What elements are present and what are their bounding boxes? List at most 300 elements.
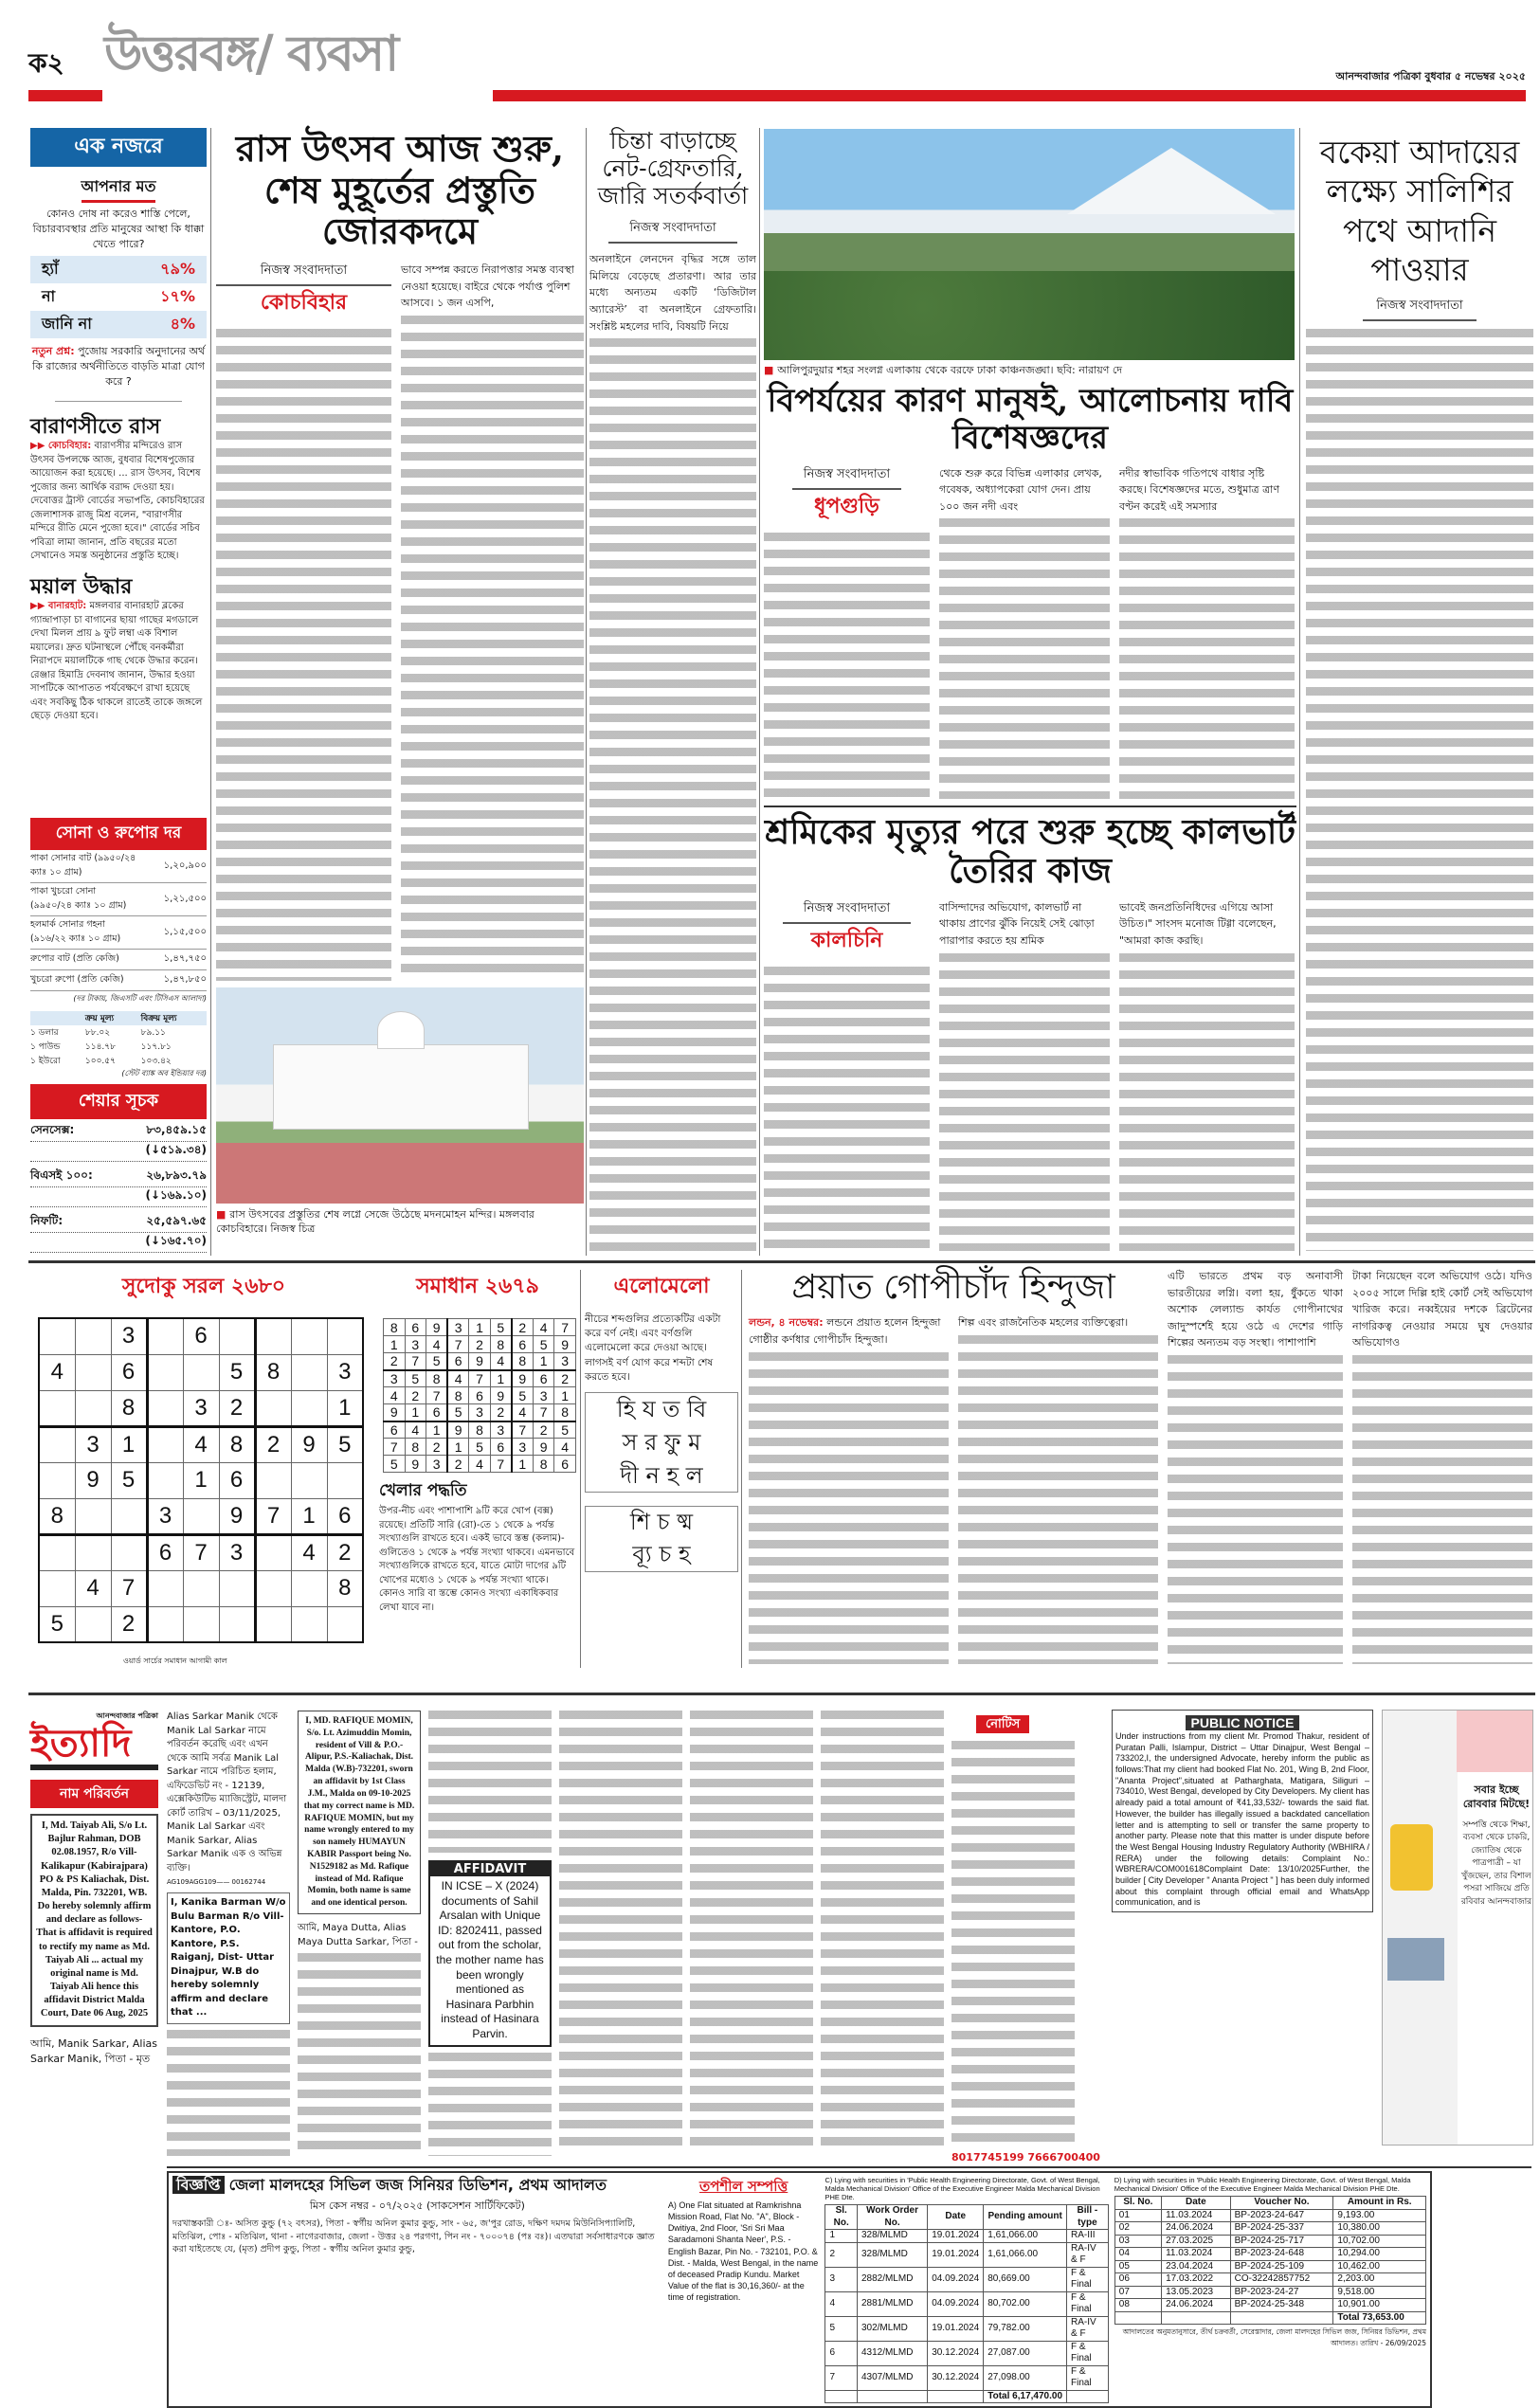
solution-cell: 2 — [447, 1456, 469, 1473]
sudoku-cell[interactable] — [219, 1570, 255, 1606]
sudoku-cell[interactable]: 8 — [39, 1498, 75, 1534]
table-cell: 04.09.2024 — [928, 2291, 984, 2316]
hinduja-article — [749, 1268, 1532, 1664]
brief-text: ▶▶ বানারহাট: মঙ্গলবার বানারহাট ব্লকের গ্যান্দ্রাপাড়া চা বাগানের ছায়া গাছের মগডালে দেখা মিলল প্রায় ৯ ফুট লম্বা এক বিশাল ময়ালের। দ্রুত ঘটনাস্থলে পৌঁছে বনকর্মীরা নিরাপদে ময়ালটিকে গাছ থেকে উদ্ধার করেন। রেঞ্জার হিমাদ্রি দেবনাথ জানান, উদ্ধার হওয়া সাপটিকে আপাতত পর্যবেক্ষণে রাখা হয়েছে এবং সবকিছু ঠিক থাকলে রাতেই তাকে জঙ্গলে ছেড়ে দেওয়া হবে। — [30, 601, 203, 722]
sudoku-cell[interactable] — [75, 1318, 111, 1354]
rate-label: পাকা খুচরো সোনা (৯৯৫০/২৪ ক্যাঃ ১০ গ্রাম) — [30, 886, 127, 911]
sudoku-cell[interactable]: 1 — [111, 1426, 147, 1462]
sudoku-cell[interactable]: 1 — [291, 1498, 327, 1534]
table-cell: 27.03.2025 — [1162, 2235, 1231, 2248]
sudoku-cell[interactable] — [147, 1390, 183, 1426]
page-number: ক২ — [28, 47, 64, 79]
table-cell: BP-2023-24-648 — [1230, 2248, 1333, 2261]
table-cell: 04.09.2024 — [928, 2267, 984, 2291]
table-row — [825, 2365, 1108, 2390]
solution-cell: 7 — [405, 1353, 426, 1370]
voucher-table — [1114, 2196, 1426, 2325]
sudoku-cell[interactable] — [291, 1318, 327, 1354]
table-cell: 6 — [825, 2341, 858, 2365]
sudoku-cell[interactable] — [183, 1570, 219, 1606]
solution-cell: 8 — [447, 1387, 469, 1404]
share-index — [30, 1119, 207, 1256]
work-order-table — [824, 2204, 1108, 2403]
classified-ad: আমি, Maya Dutta, Alias Maya Dutta Sarkar, পিতা - — [298, 1923, 418, 1947]
culvert-lead-2: ভাবেই জনপ্রতিনিধিদের এগিয়ে আসা উচিত।" সাংসদ মনোজ টিগ্গা বলেছেন, "আমরা কাজ করছি। — [1119, 900, 1277, 947]
solution-cell: 1 — [405, 1404, 426, 1421]
sudoku-cell[interactable]: 3 — [327, 1354, 363, 1390]
sudoku-cell[interactable] — [39, 1462, 75, 1498]
solution-cell: 3 — [490, 1421, 512, 1439]
ityadi-logo: আনন্দবাজার পত্রিকা ইত্যাদি — [30, 1711, 158, 1770]
sudoku-footer: ওয়ার্ড সার্চের সমাধান আগামী কাল — [123, 1657, 227, 1665]
sudoku-cell[interactable] — [183, 1354, 219, 1390]
disaster-lead-2: নদীর স্বাভাবিক গতিপথে বাধার সৃষ্টি করছে। বিশেষজ্ঞদের মতে, শুধুমাত্র ত্রাণ বণ্টন করেই এই সমস্যার — [1119, 466, 1280, 513]
share-line — [30, 1213, 207, 1233]
table-cell: 2882/MLMD — [857, 2267, 927, 2291]
rules-text: উপর-নীচ এবং পাশাপাশি ৯টি করে খোপ (বক্স) রয়েছে। প্রতিটি সারি (রো)-তে ১ থেকে ৯ পর্যন্ত সংখ্যাগুলি রাখতে হবে। একই ভাবে স্তম্ভ (কলাম)-গুলিতেও ১ থেকে ৯ পর্যন্ত সংখ্যা থাকবে। এমনভাবে সংখ্যাগুলিকে রাখতে হবে, যাতে মোটা দাগের ৯টি খোপের মধ্যেও ১ থেকে ৯ পর্যন্ত সংখ্যা থাকে। কোনও সারি বা স্তম্ভে কোনও সংখ্যা একাধিকবার লেখা যাবে না। — [379, 1506, 575, 1613]
table-total: Total 73,653.00 — [1333, 2311, 1426, 2325]
table-cell: 302/MLMD — [857, 2316, 927, 2341]
share-line — [30, 1168, 207, 1187]
table-cell: 24.06.2024 — [1162, 2222, 1231, 2236]
table-cell: 79,782.00 — [984, 2316, 1067, 2341]
solution-cell: 7 — [554, 1319, 576, 1336]
rules-title: খেলার পদ্ধতি — [379, 1481, 467, 1500]
sudoku-cell[interactable]: 6 — [111, 1354, 147, 1390]
table-row — [1114, 2235, 1425, 2248]
solution-cell: 9 — [384, 1404, 406, 1421]
share-label: সেনসেক্স: — [30, 1123, 75, 1136]
solution-cell: 1 — [469, 1319, 491, 1336]
sudoku-cell[interactable]: 6 — [219, 1462, 255, 1498]
table-cell — [1114, 2311, 1161, 2325]
solution-cell: 9 — [405, 1456, 426, 1473]
sudoku-cell[interactable]: 7 — [111, 1570, 147, 1606]
table-cell: 1,61,066.00 — [984, 2242, 1067, 2267]
solution-cell: 3 — [426, 1456, 448, 1473]
gold-note: (দর টাকায়, জিএসটি এবং টিসিএস আলাদা) — [73, 994, 207, 1003]
poll-value: ১৭% — [160, 286, 195, 305]
solution-cell: 4 — [405, 1421, 426, 1439]
sudoku-cell[interactable] — [291, 1570, 327, 1606]
table-cell: 9,193.00 — [1333, 2209, 1426, 2222]
table-cell: 23.04.2024 — [1162, 2260, 1231, 2273]
table-row — [1114, 2209, 1425, 2222]
table-cell: 328/MLMD — [857, 2230, 927, 2243]
sudoku-cell[interactable] — [183, 1606, 219, 1642]
gold-rates — [30, 850, 207, 991]
solution-cell: 7 — [533, 1404, 554, 1421]
hinduja-col3: এটি ভারতে প্রথম বড় অনাবাসী ভারতীয়ের লগ্নি। বলা হয়, ধুঁকতে থাকা অশোক লেল্যান্ড কার্যত গোপীনাথের জাদুস্পর্শেই হয়ে ওঠে এ দেশের গাড়ি শিল্পের অন্যতম বড় সংস্থা। পাশাপাশি — [1168, 1270, 1343, 1349]
jumbled-words-box-2 — [585, 1506, 738, 1571]
sudoku-cell[interactable] — [147, 1426, 183, 1462]
table2-intro: D) Lying with securities in 'Public Health Engineering Directorate, Govt. of West Bengal, Malda Mechanical Division' Office of the Executive Engineer Malda Mechanical Division PHE Dte. — [1114, 2176, 1411, 2193]
sudoku-cell[interactable] — [111, 1498, 147, 1534]
table-header-row — [825, 2205, 1108, 2230]
solution-cell: 7 — [512, 1421, 534, 1439]
poll-results — [30, 256, 207, 338]
table-cell: BP-2024-25-109 — [1230, 2260, 1333, 2273]
court-body: দরখাস্তকারী ঃ- অসিত কুন্ডু (৭২ বৎসর), পিতা - স্বর্গীয় অনিল কুমার কুন্ডু, সাং - ৬৫, জ'পুর রোড, দক্ষিণ দমদম মিউনিসিপ্যালিটি, মতিঝিল, পোঃ - মতিঝিল, থানা - নাগেরবাজার, জেলা - উত্তর ২৪ পরগণা, পিন নং - ৭০০০৭৪ (পঃ বঃ)। এতদ্বারা সর্বসাধারণকে জ্ঞাত করা যাইতেছে যে, (মৃত) প্রদীপ কুন্ডু, পিতা - স্বর্গীয় অনিল কুমার কুন্ডু, — [172, 2218, 655, 2255]
solution-cell: 8 — [490, 1336, 512, 1353]
fx-cell: ১ পাউন্ড — [30, 1042, 61, 1052]
sudoku-cell[interactable]: 6 — [147, 1534, 183, 1570]
table-cell: 19.01.2024 — [928, 2230, 984, 2243]
sudoku-row — [39, 1570, 363, 1606]
table-cell: 19.01.2024 — [928, 2242, 984, 2267]
promo-title: সবার ইচ্ছে রোববার মিটছে! — [1462, 1783, 1531, 1811]
sudoku-cell[interactable] — [291, 1390, 327, 1426]
solution-cell: 9 — [490, 1387, 512, 1404]
rate-value: ১,১৫,৫০০ — [163, 926, 207, 937]
sudoku-row — [39, 1462, 363, 1498]
poll-row — [30, 311, 207, 338]
solution-cell: 4 — [469, 1456, 491, 1473]
table-cell: 02 — [1114, 2222, 1161, 2236]
sudoku-cell[interactable]: 3 — [219, 1534, 255, 1570]
sudoku-cell[interactable]: 3 — [183, 1390, 219, 1426]
contact-phones: 8017745199 7666700400 — [951, 2151, 1100, 2164]
share-change: (↓১৬৯.১০) — [30, 1187, 207, 1207]
table-cell: 07 — [1114, 2286, 1161, 2299]
sudoku-cell[interactable]: 9 — [291, 1426, 327, 1462]
solution-cell: 8 — [554, 1404, 576, 1421]
solution-row — [384, 1456, 576, 1473]
sudoku-cell[interactable] — [147, 1318, 183, 1354]
share-row — [30, 1210, 207, 1256]
rate-label: রুপোর বাট (প্রতি কেজি) — [30, 953, 119, 964]
table-cell: 4312/MLMD — [857, 2341, 927, 2365]
sudoku-cell[interactable] — [219, 1318, 255, 1354]
solution-cell: 2 — [533, 1421, 554, 1439]
solution-cell: 2 — [490, 1404, 512, 1421]
new-question: নতুন প্রশ্ন: পুজোয় সরকারি অনুদানের অর্থ কি রাজ্যের অর্থনীতিতে বাড়তি মাত্রা যোগ করে ? — [31, 344, 206, 388]
disaster-headline: বিপর্যয়ের কারণ মানুষই, আলোচনায় দাবি বিশেষজ্ঞদের — [767, 382, 1294, 458]
rate-label: পাকা সোনার বাট (৯৯৫০/২৪ ক্যাঃ ১০ গ্রাম) — [30, 853, 136, 878]
sudoku-cell[interactable] — [291, 1606, 327, 1642]
solution-cell: 2 — [469, 1336, 491, 1353]
sudoku-cell[interactable]: 6 — [183, 1318, 219, 1354]
byline: নিজস্ব সংবাদদাতা — [783, 899, 911, 924]
sudoku-cell[interactable] — [39, 1570, 75, 1606]
hinduja-lead: লন্ডন, ৪ নভেম্বর: লন্ডনে প্রয়াত হলেন হিন্দুজা গোষ্ঠীর কর্ণধার গোপীচাঁদ হিন্দুজা। — [749, 1316, 941, 1346]
sudoku-cell[interactable] — [147, 1570, 183, 1606]
table-cell: BP-2024-25-337 — [1230, 2222, 1333, 2236]
classified-column-notice — [951, 1711, 1100, 2164]
solution-cell: 9 — [469, 1353, 491, 1370]
table-cell: 2 — [825, 2242, 858, 2267]
jumbled-words-box — [585, 1392, 738, 1493]
table-cell: 9,518.00 — [1333, 2286, 1426, 2299]
solution-cell: 5 — [512, 1387, 534, 1404]
table-header: Date — [928, 2205, 984, 2230]
solution-cell: 9 — [426, 1319, 448, 1336]
table-row — [825, 2230, 1108, 2243]
at-a-glance-title: এক নজরে — [30, 128, 207, 167]
rate-value: ১,২১,৫০০ — [163, 893, 207, 904]
solution-row — [384, 1404, 576, 1421]
sudoku-cell[interactable]: 4 — [291, 1534, 327, 1570]
table-header: Sl. No. — [825, 2205, 858, 2230]
table-header: Sl. No. — [1114, 2197, 1161, 2210]
sudoku-cell[interactable] — [291, 1462, 327, 1498]
culvert-headline: শ্রমিকের মৃত্যুর পরে শুরু হচ্ছে কালভার্ট তৈরির কাজ — [765, 812, 1295, 892]
public-notice: PUBLIC NOTICE Under instructions from my client Mr. Promod Thakur, resident of Puratan Palli, Islampur, District – Uttar Dinajpur, West Bengal – 733202,I, the undersigned Advocate, hereby inform the public as follows:That my client had booked Flat No. 201, Wing B, 2nd Floor, "Ananta Project",situated at Patharghata, Matigara, Siliguri – 734010, West Bengal, developed by City Developers. My client has already paid a total amount of ₹41,33,532/- towards the said flat. However, the builder has illegally issued a backdated cancellation letter and is attempting to sell or transfer the same property to another party. Please note that this matter is under dispute before the West Bengal Housing Industry Regulatory Authority (WBHIRA / RERA) under the following details: Complaint No.: WBRERA/COM001618Complaint Date: 13/10/2025Further, the builder [ City Developer " Ananta Project " ] has been duly informed about this complaint through official email and WhatsApp communication, and is — [1112, 1710, 1373, 1912]
sudoku-cell[interactable] — [291, 1354, 327, 1390]
table-cell — [1162, 2311, 1231, 2325]
table-header-row — [1114, 2197, 1425, 2210]
fx-cell: ৮৮.০২ — [84, 1028, 111, 1038]
solution-cell: 5 — [554, 1421, 576, 1439]
solution-cell: 1 — [490, 1370, 512, 1387]
classified-column-2 — [167, 1711, 290, 2156]
sudoku-cell[interactable] — [255, 1570, 291, 1606]
solution-cell: 8 — [533, 1456, 554, 1473]
sudoku-cell[interactable]: 9 — [219, 1498, 255, 1534]
table-cell: 30.12.2024 — [928, 2341, 984, 2365]
solution-cell: 6 — [490, 1439, 512, 1456]
table-cell — [1230, 2311, 1333, 2325]
table-cell: BP-2024-25-348 — [1230, 2299, 1333, 2312]
table-header: Voucher No. — [1230, 2197, 1333, 2210]
solution-cell: 5 — [447, 1404, 469, 1421]
share-row — [30, 1165, 207, 1210]
sudoku-cell[interactable] — [39, 1318, 75, 1354]
solution-cell: 8 — [512, 1353, 534, 1370]
sudoku-cell[interactable]: 6 — [327, 1498, 363, 1534]
sudoku-cell[interactable] — [255, 1606, 291, 1642]
sudoku-cell[interactable] — [219, 1606, 255, 1642]
sudoku-cell[interactable] — [75, 1606, 111, 1642]
sudoku-cell[interactable] — [39, 1390, 75, 1426]
sudoku-cell[interactable]: 5 — [39, 1606, 75, 1642]
fx-cell: ১০৩.৪২ — [140, 1057, 172, 1066]
table-cell: 08 — [1114, 2299, 1161, 2312]
solution-cell: 8 — [426, 1370, 448, 1387]
court-footer: আদালতের অনুমতানুসারে, তীর্থ চক্রবর্তী, সেরেস্তাদার, জেলা মালদহের সিভিল জজ, সিনিয়র ডিভিশন, প্রথম আদালত। তারিখ - 26/09/2025 — [1122, 2327, 1427, 2347]
sudoku-cell[interactable]: 8 — [327, 1570, 363, 1606]
sudoku-cell[interactable] — [147, 1354, 183, 1390]
sudoku-cell[interactable]: 8 — [255, 1354, 291, 1390]
gold-rate-row — [30, 850, 207, 883]
solution-cell: 5 — [469, 1439, 491, 1456]
solution-cell: 3 — [533, 1387, 554, 1404]
table-header: Work Order No. — [857, 2205, 927, 2230]
sudoku-cell[interactable] — [327, 1606, 363, 1642]
classified-column-3 — [298, 1711, 421, 2156]
fx-cell: ১০০.৫৭ — [84, 1057, 116, 1066]
table-cell: F & Final — [1067, 2267, 1109, 2291]
table-cell: 328/MLMD — [857, 2242, 927, 2267]
sudoku-cell[interactable]: 4 — [75, 1570, 111, 1606]
sudoku-cell[interactable] — [255, 1390, 291, 1426]
place-name: ধূপগুড়ি — [814, 494, 879, 518]
disaster-byline-block — [792, 465, 901, 525]
solution-cell: 2 — [512, 1319, 534, 1336]
table-cell: 19.01.2024 — [928, 2316, 984, 2341]
sudoku-cell[interactable] — [327, 1318, 363, 1354]
poll-question: কোনও দোষ না করেও শাস্তি পেলে, বিচারব্যবস্থার প্রতি মানুষের আস্থা কি ধাক্কা খেতে পারে? — [32, 208, 205, 250]
solution-cell: 7 — [469, 1370, 491, 1387]
table-cell: F & Final — [1067, 2291, 1109, 2316]
table-cell: 1,61,066.00 — [984, 2230, 1067, 2243]
schedule-title: তপশীল সম্পত্তি — [698, 2178, 788, 2195]
poll-row — [30, 256, 207, 283]
table-row — [825, 2291, 1108, 2316]
table-cell: F & Final — [1067, 2365, 1109, 2390]
place-name: কালচিনি — [810, 928, 883, 952]
sudoku-row — [39, 1318, 363, 1354]
sudoku-cell[interactable]: 3 — [147, 1498, 183, 1534]
solution-row — [384, 1387, 576, 1404]
solution-row — [384, 1439, 576, 1456]
jumbled-word: ব্যূ চ হ — [632, 1541, 691, 1568]
sudoku-cell[interactable]: 4 — [183, 1426, 219, 1462]
solution-cell: 1 — [533, 1353, 554, 1370]
sudoku-cell[interactable]: 5 — [111, 1462, 147, 1498]
table-cell: 1 — [825, 2230, 858, 2243]
sudoku-cell[interactable] — [147, 1462, 183, 1498]
sudoku-grid[interactable] — [38, 1317, 364, 1643]
table-row — [1114, 2286, 1425, 2299]
sudoku-cell[interactable] — [111, 1534, 147, 1570]
header-rule-left — [28, 90, 102, 101]
hinduja-col4: টাকা নিয়েছেন বলে অভিযোগ ওঠে। যদিও ২০০৫ সালে দিল্লি হাই কোর্ট সেই অভিযোগ খারিজ করে। নব্বইয়ের দশকে ব্রিটেনের নাগরিকত্ব নেওয়ার সময়ে ঘুষ দেওয়ার অভিযোগও — [1352, 1270, 1532, 1349]
sudoku-cell[interactable]: 2 — [327, 1534, 363, 1570]
sudoku-cell[interactable] — [75, 1534, 111, 1570]
culvert-byline-block — [783, 899, 911, 959]
table-cell — [928, 2390, 984, 2403]
notice-label: নোটিস — [976, 1715, 1029, 1733]
share-row — [30, 1119, 207, 1165]
sudoku-cell[interactable]: 8 — [111, 1390, 147, 1426]
solution-cell: 7 — [384, 1439, 406, 1456]
share-line — [30, 1122, 207, 1142]
table-cell: 80,669.00 — [984, 2267, 1067, 2291]
solution-cell: 3 — [405, 1336, 426, 1353]
sudoku-cell[interactable] — [255, 1318, 291, 1354]
poll-value: ৪% — [170, 314, 195, 333]
byline: নিজস্ব সংবাদদাতা — [792, 465, 901, 490]
table-cell: CO-32242857752 — [1230, 2273, 1333, 2287]
solution-cell: 9 — [512, 1370, 534, 1387]
table-cell: 27,087.00 — [984, 2341, 1067, 2365]
sudoku-cell[interactable]: 7 — [255, 1498, 291, 1534]
table-row — [825, 2267, 1108, 2291]
solution-cell: 3 — [512, 1439, 534, 1456]
solution-cell: 2 — [384, 1353, 406, 1370]
adani-headline: বকেয়া আদায়ের লক্ষ্যে সালিশির পথে আদানি পাওয়ার — [1319, 134, 1520, 288]
solution-cell: 3 — [447, 1319, 469, 1336]
brief-text: ▶▶ কোচবিহার: বারাণসীর মন্দিরেও রাস উৎসব উপলক্ষে আজ, বুধবার বিশেষপুজোর আয়োজন করা হয়েছে। ... রাস উৎসব, বিশেষ পুজোর জন্য আর্থিক বরাদ্দ দেওয়া হয়। দেবোত্তর ট্রাস্ট বোর্ডের সভাপতি, কোচবিহারের জেলাশাসক রাজু মিশ্র বলেন, "বারাণসীর মন্দিরে রীতি মেনে পুজো হবে।" বোর্ডের সচিব পবিত্রা লামা জানান, প্রতি বছরের মতো সেখানেও সমস্ত অনুষ্ঠানের প্রস্তুতি হচ্ছে। — [30, 441, 205, 562]
net-arrest-headline: চিন্তা বাড়াচ্ছে নেট-গ্রেফতারি, জারি সতর্কবার্তা — [597, 127, 749, 209]
solution-cell: 2 — [426, 1439, 448, 1456]
sudoku-cell[interactable] — [147, 1606, 183, 1642]
sudoku-cell[interactable]: 5 — [219, 1354, 255, 1390]
sudoku-cell[interactable]: 1 — [327, 1390, 363, 1426]
solution-cell: 4 — [426, 1336, 448, 1353]
table-row — [1114, 2222, 1425, 2236]
share-change: (↓৫১৯.৩৪) — [30, 1142, 207, 1162]
sudoku-cell[interactable]: 3 — [111, 1318, 147, 1354]
byline: নিজস্ব সংবাদদাতা — [608, 219, 737, 244]
sudoku-cell[interactable] — [255, 1462, 291, 1498]
sudoku-cell[interactable]: 1 — [183, 1462, 219, 1498]
solution-cell: 8 — [405, 1439, 426, 1456]
sudoku-cell[interactable]: 3 — [75, 1426, 111, 1462]
solution-cell: 1 — [512, 1456, 534, 1473]
table-cell — [857, 2390, 927, 2403]
byline: নিজস্ব সংবাদদাতা — [216, 262, 391, 286]
table-cell: 4307/MLMD — [857, 2365, 927, 2390]
table-cell: 10,380.00 — [1333, 2222, 1426, 2236]
sudoku-cell[interactable]: 7 — [183, 1534, 219, 1570]
table-total: Total 6,17,470.00 — [984, 2390, 1067, 2403]
sudoku-cell[interactable] — [327, 1462, 363, 1498]
solution-cell: 7 — [426, 1387, 448, 1404]
table-cell: RA-III — [1067, 2230, 1109, 2243]
fx-note: (স্টেট ব্যাঙ্ক অব ইন্ডিয়ার দর) — [121, 1069, 207, 1077]
currency-table — [30, 1011, 207, 1068]
share-value: ২৬,৮৯৩.৭৯ — [146, 1168, 207, 1182]
sudoku-cell[interactable] — [75, 1498, 111, 1534]
solution-cell: 4 — [384, 1387, 406, 1404]
classified-ad: আমি, Manik Sarkar, Alias Sarkar Manik, পিতা - মৃত — [30, 2037, 157, 2065]
sudoku-cell[interactable]: 2 — [255, 1426, 291, 1462]
fx-header: ক্রয় মূল্য — [84, 1014, 115, 1023]
header-rule — [493, 90, 1526, 101]
sudoku-cell[interactable]: 4 — [39, 1354, 75, 1390]
poll-value: ৭৯% — [160, 259, 195, 278]
sudoku-cell[interactable] — [39, 1534, 75, 1570]
court-notice — [167, 2171, 1432, 2408]
sudoku-cell[interactable]: 9 — [75, 1462, 111, 1498]
sudoku-cell[interactable]: 8 — [219, 1426, 255, 1462]
sudoku-cell[interactable] — [75, 1354, 111, 1390]
affidavit-ad: AFFIDAVIT IN ICSE – X (2024) documents of Sahil Arsalan with Unique ID: 8202411, passed out from the scholar, the mother name has been wrongly mentioned as Hasinara Parbhin instead of Hasinara Parvin. — [428, 1860, 552, 2047]
table-cell: 11.03.2024 — [1162, 2209, 1231, 2222]
table-total-row — [825, 2390, 1108, 2403]
table-row — [1114, 2260, 1425, 2273]
table-header: Amount in Rs. — [1333, 2197, 1426, 2210]
fx-header — [30, 1011, 85, 1025]
solution-cell: 3 — [384, 1370, 406, 1387]
poll-row — [30, 283, 207, 311]
sudoku-cell[interactable] — [39, 1426, 75, 1462]
fx-cell: ৮৯.১১ — [140, 1028, 166, 1038]
rash-article — [216, 128, 584, 981]
rash-lead: ভাবে সম্পন্ন করতে নিরাপত্তার সমস্ত ব্যবস্থা নেওয়া হয়েছে। বাইরে থেকে পর্যাপ্ত পুলিশ আসবে। ১ জন এসপি, — [401, 263, 574, 310]
sudoku-cell[interactable]: 2 — [219, 1390, 255, 1426]
sudoku-cell[interactable] — [75, 1390, 111, 1426]
at-a-glance-column — [30, 128, 207, 1256]
solution-cell: 6 — [384, 1421, 406, 1439]
sudoku-cell[interactable] — [255, 1534, 291, 1570]
solution-cell: 5 — [384, 1456, 406, 1473]
sudoku-cell[interactable] — [183, 1498, 219, 1534]
table-cell — [825, 2390, 858, 2403]
poll-title: আপনার মত — [82, 174, 156, 203]
table-cell: 27,098.00 — [984, 2365, 1067, 2390]
fx-cell: ১১৭.৮১ — [140, 1042, 172, 1052]
sudoku-cell[interactable]: 5 — [327, 1426, 363, 1462]
table-cell: 10,901.00 — [1333, 2299, 1426, 2312]
notice-tag: বিজ্ঞপ্তি — [172, 2176, 225, 2194]
solution-row — [384, 1336, 576, 1353]
sudoku-cell[interactable]: 2 — [111, 1606, 147, 1642]
solution-cell: 7 — [447, 1336, 469, 1353]
solution-cell: 2 — [405, 1387, 426, 1404]
